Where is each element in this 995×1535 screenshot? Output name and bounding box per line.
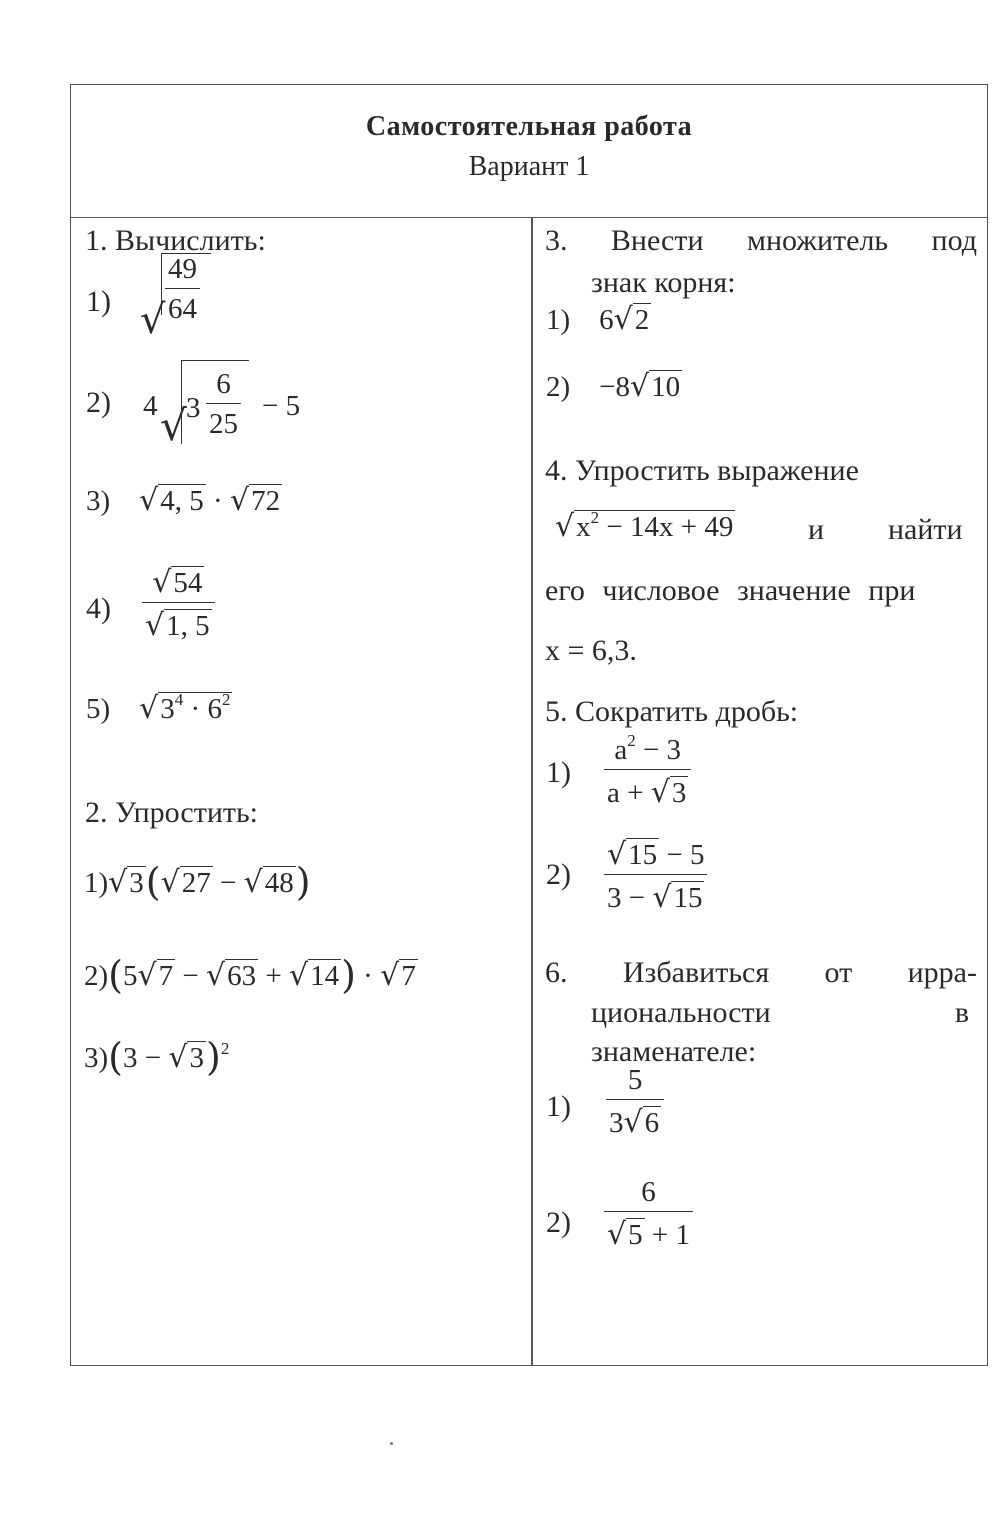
task4-expression [555,510,735,542]
term: 3 [123,1042,138,1074]
minus-sign: − [220,867,237,899]
term: + 1 [651,1219,690,1251]
task1-item5-label: 5) [86,693,111,725]
fraction-bar [604,874,707,875]
task3-item2-label: 2) [546,371,571,403]
radical-sign-icon: √ [555,509,575,544]
task6-line2 [591,998,969,1028]
radicand: 10 [651,371,681,403]
scan-speck [390,1442,393,1445]
coefficient: −8 [599,371,631,403]
word: Внести [610,224,704,257]
minus-sign: − [182,960,199,992]
task4-line3 [545,576,977,606]
open-paren: ( [145,860,161,904]
radicand: 15 [628,839,658,871]
radicand: 6 [644,1107,660,1139]
term: − 5 [666,839,705,871]
plus-sign: + [265,960,282,992]
radicand: 7 [401,960,416,992]
task6-line1 [545,958,977,988]
task2-item2-label: 2) [84,960,109,992]
word: под [931,224,977,257]
radical-sign-icon: √ [652,880,672,916]
sentence: его числовое значение при [545,574,916,607]
fraction-numerator [149,566,207,598]
task3-item1 [546,303,651,335]
task5-item2-fraction [604,838,707,914]
multiply-dot: · [213,485,223,517]
radical-sign-icon: √ [139,691,159,726]
radical-sign-icon: √ [139,483,159,518]
task1-item1-fraction [165,255,200,324]
coefficient: 3 [609,1107,624,1139]
radicand: 54 [173,567,203,599]
radicand: 1, 5 [166,610,210,643]
exponent: 2 [220,1039,230,1058]
radicand [158,692,232,724]
variable: a [614,734,628,766]
fraction-numerator: 6 [216,368,231,400]
worksheet-table [70,84,988,1366]
task2-title: 2. Упростить: [85,796,259,829]
close-paren: ) [341,953,356,997]
radical-sign-icon: √ [380,958,400,993]
radical-sign-icon: √ [630,369,650,404]
radical-sign-icon: √ [152,565,172,600]
radical-sign-icon: √ [607,1217,627,1252]
multiply-dot: · [190,693,201,725]
task6-line3: знаменателе: [591,1035,757,1068]
task1-item1-label: 1) [86,285,111,318]
fraction-numerator [604,838,707,870]
radical-sign-icon: √ [229,483,250,518]
column-divider [531,218,533,1365]
radical-stem [181,360,182,444]
coefficient: 4 [143,390,158,422]
fraction-numerator: 5 [627,1064,643,1096]
fraction-denominator: 25 [209,408,238,440]
task2-item3 [84,1035,230,1079]
radicand: 3 [671,777,687,809]
mixed-number-whole: 3 [186,392,201,424]
task4-line1: 4. Упростить выражение [545,454,859,487]
radical-vinculum [181,360,249,361]
radical-sign-icon: √ [160,865,180,900]
exponent: 2 [590,508,600,527]
open-paren: ( [108,953,123,997]
exponent: 4 [174,690,184,709]
task1-item3 [86,484,282,516]
term: a + [607,777,644,809]
minus-sign: − [144,1042,162,1074]
radicand: 4, 5 [160,485,204,517]
task6-item1-label: 1) [546,1090,571,1123]
radical-sign-icon: √ [607,837,627,872]
radicand: 63 [227,960,257,992]
task1-item4-label: 4) [86,592,111,625]
fraction-numerator: 49 [168,253,197,285]
radical-sign-icon: √ [205,958,226,993]
task-number: 3. [545,224,568,257]
fraction-bar [604,1211,693,1212]
word: циональности [591,996,771,1029]
task5-title: 5. Сократить дробь: [545,695,799,728]
fraction-numerator: 6 [641,1176,656,1208]
fraction-denominator: 64 [168,293,197,325]
word: множитель [746,224,889,257]
radical-sign-icon: √ [613,302,633,337]
close-paren: ) [205,1035,221,1079]
task1-item4-fraction [142,566,215,642]
task6-item2-label: 2) [546,1206,571,1239]
task2-item3-label: 3) [84,1042,109,1074]
radical-sign-icon: √ [243,865,263,900]
fraction-numerator [611,731,684,766]
task1-item3-label: 3) [86,485,111,517]
radicand: 3 [129,867,144,899]
radical-sign-icon: √ [168,1040,188,1075]
open-paren: ( [108,1035,123,1079]
radical-sign-icon: √ [137,958,157,993]
radicand: 48 [264,867,294,899]
task1-title: 1. Вычислить: [85,224,266,257]
task5-item2-label: 2) [546,858,571,891]
fraction-bar [604,769,691,770]
fraction-bar [165,288,200,289]
fraction-denominator [604,776,691,808]
task6-item1-fraction [606,1066,664,1138]
fraction-bar [142,602,215,603]
radical-sign-icon: √ [288,958,309,993]
radicand: 5 [628,1219,643,1251]
radical-sign-icon: √ [145,608,165,644]
subtract-term: − 5 [262,390,301,422]
task1-item5 [86,692,232,724]
fraction-denominator [142,608,215,644]
term: 3 − [607,882,646,915]
variable: x [576,511,591,543]
radical-stem [161,253,162,315]
radicand: 15 [673,882,703,915]
fraction-bar [206,403,241,404]
fraction-denominator [606,1106,664,1138]
word: от [824,956,853,989]
close-paren: ) [295,860,311,904]
task5-item1-fraction [604,731,691,810]
radicand: 7 [158,960,174,992]
task3-line2: знак корня: [591,266,736,299]
radical-sign-icon: √ [650,775,670,810]
radical-sign-icon: √ [140,297,166,343]
task4-find: найти [888,513,963,546]
fraction-denominator [604,1218,693,1250]
radicand: 2 [634,304,650,336]
coefficient: 6 [599,304,614,336]
task3-item1-label: 1) [546,304,571,336]
radical-sign-icon: √ [623,1105,643,1140]
task3-line1 [545,226,977,256]
radicand: 72 [251,485,281,517]
exponent: 2 [221,690,231,709]
radicand: 14 [310,960,340,992]
task3-item2 [546,370,682,402]
radicand: 3 [189,1042,204,1074]
task2-item2 [84,953,418,997]
task1-item2-fraction [206,370,241,439]
term: − 3 [642,734,682,766]
base: 3 [160,693,175,725]
task2-item1 [84,860,311,904]
base: 6 [207,693,222,725]
task2-item1-label: 1) [84,867,109,899]
multiply-dot: · [363,960,373,992]
word: Избавиться [622,956,770,989]
word: в [954,996,969,1029]
task6-item2-fraction [604,1178,693,1250]
fraction-denominator [604,880,707,916]
radical-sign-icon: √ [108,865,128,900]
fraction-bar [606,1099,664,1100]
radicand: 27 [181,867,211,899]
task-number: 6. [545,956,568,989]
worksheet-title: Самостоятельная работа [365,111,693,142]
word: ирра- [907,956,977,989]
coefficient: 5 [123,960,138,992]
task5-item1-label: 1) [546,756,571,789]
exponent: 2 [627,731,636,750]
task1-item2-label: 2) [86,386,111,419]
worksheet-variant: Вариант 1 [468,151,590,182]
task4-and: и [808,513,825,546]
worksheet-header [71,85,987,218]
polynomial-rest: − 14x + 49 [606,511,734,543]
radical-sign-icon: √ [160,401,187,450]
task4-line4: x = 6,3. [545,634,637,667]
radicand [574,510,735,542]
